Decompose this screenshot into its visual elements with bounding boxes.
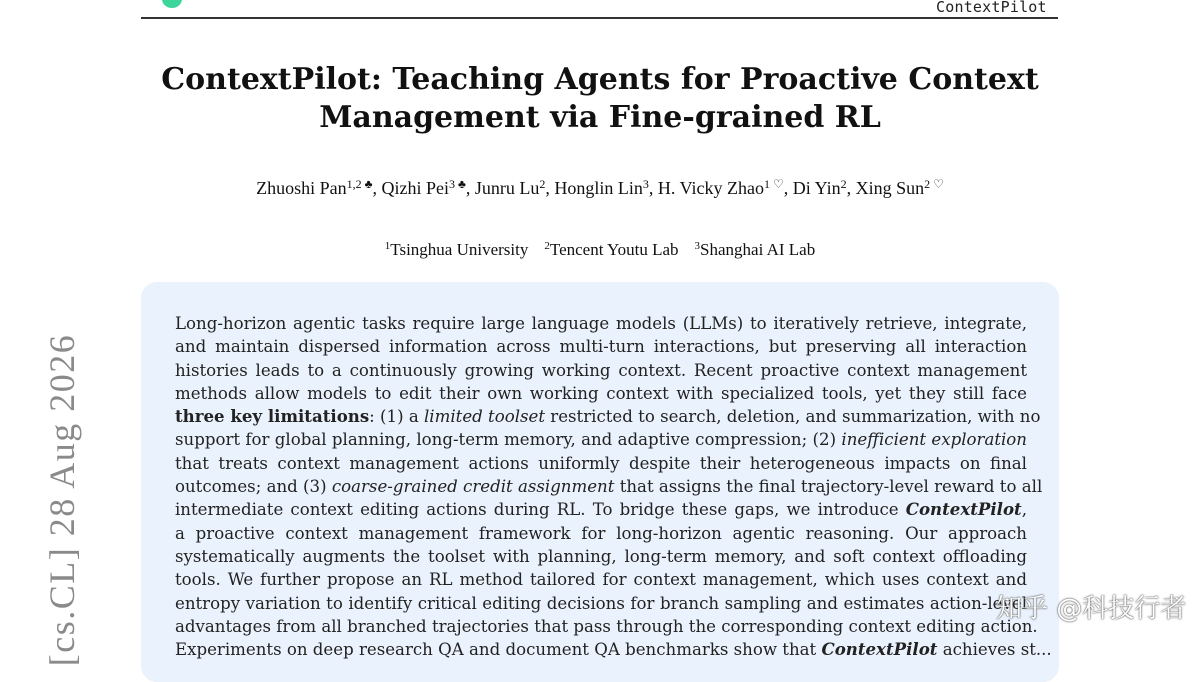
author-affiliation-marker: 3 ♣ <box>449 177 466 191</box>
abstract-line <box>175 428 1027 451</box>
abstract-segment: histories leads to a continuously growing working context. Recent proactive context management <box>175 360 1027 380</box>
author-name: H. Vicky Zhao <box>657 178 764 198</box>
abstract-segment: and maintain dispersed information across multi-turn interactions, but preserving all interaction <box>175 337 1027 357</box>
affiliation <box>695 240 816 259</box>
affiliation-name: Shanghai AI Lab <box>700 240 816 259</box>
abstract-segment: achieves st... <box>937 640 1052 660</box>
author-name: Honglin Lin <box>554 178 643 198</box>
abstract-line <box>175 475 1043 498</box>
affiliation-name: Tsinghua University <box>390 240 529 259</box>
abstract-line <box>175 545 1027 568</box>
abstract-line <box>175 522 1027 545</box>
header-rule <box>141 17 1058 19</box>
abstract-line <box>175 568 1027 591</box>
author-affiliation-marker: 2 <box>539 177 546 191</box>
abstract-segment: tools. We further propose an RL method tailored for context management, which uses context and <box>175 570 1027 590</box>
abstract-line <box>175 615 1038 638</box>
abstract-emphasis: ContextPilot <box>905 499 1022 520</box>
abstract-segment: a proactive context management framework for long-horizon agentic reasoning. Our approach <box>175 523 1027 543</box>
affiliation-number: 1 <box>384 240 391 252</box>
abstract-emphasis: ContextPilot <box>821 639 938 660</box>
abstract-line <box>175 638 1052 661</box>
author-name: Junru Lu <box>474 178 540 198</box>
affiliation-number: 3 <box>694 240 701 252</box>
author-affiliation-marker: 1,2 ♣ <box>346 177 373 191</box>
author-affiliation-marker: 2 <box>840 177 847 191</box>
abstract-segment: systematically augments the toolset with planning, long-term memory, and soft context offloading <box>175 546 1027 566</box>
abstract-emphasis: three key limitations <box>175 406 370 427</box>
author-name: Zhuoshi Pan <box>256 178 347 198</box>
author-affiliation-marker: 1 ♡ <box>763 177 784 191</box>
affiliation <box>385 240 529 259</box>
abstract-line <box>175 405 1041 428</box>
affiliation-list <box>141 239 1059 261</box>
author-name: Di Yin <box>792 178 841 198</box>
abstract-emphasis: coarse-grained credit assignment <box>331 477 615 497</box>
arxiv-sidebar-stamp: [cs.CL] 28 Aug 2026 <box>42 333 82 667</box>
abstract-segment: advantages from all branched trajectories that pass through the corresponding context editing action. <box>175 616 1038 636</box>
title-line-1: ContextPilot: Teaching Agents for Proactive Context <box>161 62 1039 97</box>
author-list: Zhuoshi Pan$^{1,2 ♣}$, Qizhi Pei$^{3 ♣}$, Junru Lu$^2$, Honglin Lin$^3$, H. Vicky Zhao$^{1 ♡}$, Di Yin$^2$, Xing Sun$^{2 ♡}$ <box>256 177 944 198</box>
abstract-segment: methods allow models to edit their own working context with specialized tools, yet they still face <box>175 383 1027 403</box>
abstract-segment: that treats context management actions uniformly despite their heterogeneous impacts on final <box>175 453 1027 473</box>
abstract-segment: outcomes; and (3) <box>175 477 332 497</box>
author-name: Qizhi Pei <box>381 178 450 198</box>
running-head: ContextPilot <box>936 0 1047 16</box>
abstract-segment: support for global planning, long-term memory, and adaptive compression; (2) <box>175 430 842 450</box>
abstract-segment: : (1) a <box>369 407 424 427</box>
abstract-segment: Long-horizon agentic tasks require large language models (LLMs) to iteratively retrieve, integrate, <box>175 314 1027 333</box>
abstract-line <box>175 498 1027 521</box>
abstract-emphasis: inefficient exploration <box>841 430 1027 450</box>
abstract-line <box>175 312 1027 335</box>
affiliation-name: Tencent Youtu Lab <box>549 240 679 259</box>
abstract-text <box>175 312 1052 661</box>
author-name: Xing Sun <box>855 178 925 198</box>
abstract-segment: intermediate context editing actions during RL. To bridge these gaps, we introduce <box>175 500 906 520</box>
author-affiliation-marker: 2 ♡ <box>924 177 944 191</box>
logo-mark <box>162 0 182 8</box>
abstract-line <box>175 382 1027 405</box>
abstract-line <box>175 335 1027 358</box>
watermark: 知乎 @科技行者 <box>996 594 1187 624</box>
affiliation <box>544 240 678 259</box>
abstract-segment: restricted to search, deletion, and summarization, with no <box>545 407 1041 427</box>
abstract-emphasis: limited toolset <box>424 407 546 427</box>
abstract-line <box>175 359 1027 382</box>
abstract-segment: Experiments on deep research QA and document QA benchmarks show that <box>175 640 822 660</box>
paper-title <box>141 61 1059 137</box>
title-line-2: Management via Fine-grained RL <box>319 100 881 135</box>
affiliation-number: 2 <box>544 240 550 252</box>
abstract-line <box>175 452 1027 475</box>
author-affiliation-marker: 3 <box>642 177 649 191</box>
abstract-segment: entropy variation to identify critical editing decisions for branch sampling and estimates action-level <box>175 593 1027 613</box>
abstract-segment: , <box>1021 500 1027 520</box>
abstract-line <box>175 592 1027 615</box>
abstract-segment: that assigns the final trajectory-level reward to all <box>614 477 1043 497</box>
